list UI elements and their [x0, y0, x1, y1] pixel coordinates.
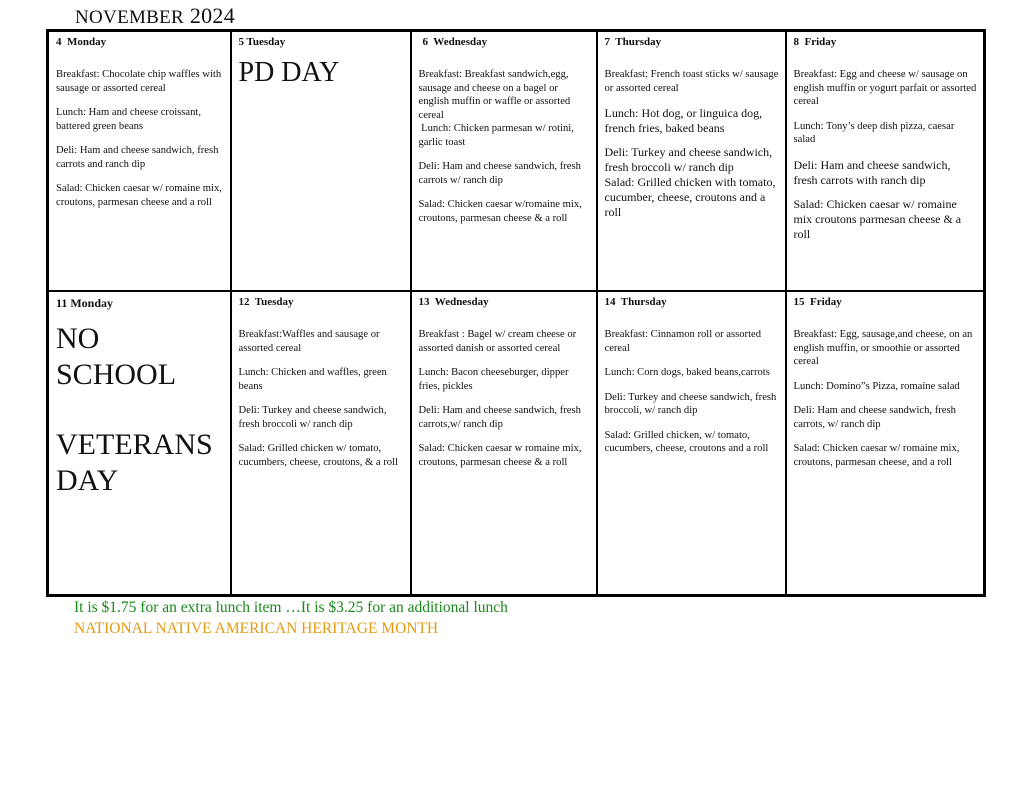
day-heading: 4 Monday	[56, 36, 107, 48]
lunch-text: Lunch: Chicken and waffles, green beans	[238, 367, 387, 392]
salad-text: Salad: Chicken caesar w romaine mix, croutons, parmesan cheese & a roll	[418, 443, 582, 468]
day-cell-nov-14	[597, 291, 786, 596]
no-school-line-1: NO	[56, 322, 100, 355]
day-cell-nov-7	[597, 31, 786, 292]
day-cell-nov-12	[231, 291, 411, 596]
deli-text: Deli: Ham and cheese sandwich, fresh carrots and ranch dip	[56, 145, 219, 170]
day-cell-nov-15	[786, 291, 985, 596]
salad-text: Salad: Chicken caesar w/romaine mix, croutons, parmesan cheese & a roll	[418, 199, 582, 224]
menu-calendar	[46, 29, 986, 597]
day-heading: 7 Thursday	[604, 36, 662, 48]
salad-text: Salad: Grilled chicken with tomato, cucumber, cheese, croutons and a roll	[604, 175, 776, 219]
lunch-text: Lunch: Bacon cheeseburger, dipper fries, pickles	[418, 367, 569, 392]
day-heading: 11 Monday	[56, 296, 114, 310]
day-heading: 12 Tuesday	[238, 296, 294, 308]
salad-text: Salad: Chicken caesar w/ romaine mix croutons parmesan cheese & a roll	[793, 196, 962, 241]
deli-text: Deli: Ham and cheese sandwich, fresh carrots w/ ranch dip	[418, 161, 581, 186]
deli-text: Deli: Ham and cheese sandwich, fresh carrots with ranch dip	[793, 157, 951, 187]
breakfast-text: Breakfast: Egg and cheese w/ sausage on english muffin or yogurt parfait or assorted cereal	[793, 69, 977, 107]
pd-day-notice: PD DAY	[238, 57, 340, 88]
lunch-text: Lunch: Chicken parmesan w/ rotini, garlic toast	[418, 123, 577, 148]
calendar-title	[75, 3, 235, 29]
day-heading: 5 Tuesday	[238, 36, 286, 48]
day-cell-nov-8	[786, 31, 985, 292]
day-heading: 14 Thursday	[604, 296, 667, 308]
veterans-day-line-2: DAY	[56, 464, 119, 497]
week-row-2	[48, 291, 985, 596]
day-cell-nov-11	[48, 291, 231, 596]
breakfast-text: Breakfast: French toast sticks w/ sausage or assorted cereal	[604, 69, 779, 94]
salad-text: Salad: Chicken caesar w/ romaine mix, croutons, parmesan cheese, and a roll	[793, 443, 960, 468]
lunch-price-note: It is $1.75 for an extra lunch item …It is $3.25 for an additional lunch	[74, 599, 508, 616]
breakfast-text: Breakfast : Bagel w/ cream cheese or assorted danish or assorted cereal	[418, 329, 577, 354]
deli-text: Deli: Ham and cheese sandwich, fresh carrots,w/ ranch dip	[418, 405, 581, 430]
week-row-1	[48, 31, 985, 292]
salad-text: Salad: Grilled chicken, w/ tomato, cucumbers, cheese, croutons and a roll	[604, 429, 769, 454]
day-heading: 13 Wednesday	[418, 296, 489, 308]
heritage-month-note: NATIONAL NATIVE AMERICAN HERITAGE MONTH	[74, 620, 439, 637]
title-year: 2024	[189, 3, 236, 28]
lunch-text: Lunch: Domino”s Pizza, romaine salad	[793, 380, 960, 392]
day-cell-nov-13	[411, 291, 597, 596]
breakfast-text: Breakfast:Waffles and sausage or assorted cereal	[238, 329, 380, 354]
deli-text: Deli: Turkey and cheese sandwich, fresh broccoli w/ ranch dip	[604, 145, 773, 174]
lunch-text: Lunch: Corn dogs, baked beans,carrots	[604, 367, 770, 378]
lunch-text: Lunch: Hot dog, or linguica dog, french fries, baked beans	[604, 106, 763, 135]
day-heading: 15 Friday	[793, 296, 842, 308]
salad-text: Salad: Chicken caesar w/ romaine mix, croutons, parmesan cheese and a roll	[56, 183, 222, 208]
breakfast-text: Breakfast: Egg, sausage,and cheese, on an english muffin, or smoothie or assorted cereal	[793, 329, 973, 367]
day-cell-nov-6	[411, 31, 597, 292]
breakfast-text: Breakfast: Breakfast sandwich,egg, sausage and cheese on a bagel or english muffin or waffle or assorted cereal	[418, 69, 571, 121]
deli-text: Deli: Turkey and cheese sandwich, fresh broccoli, w/ ranch dip	[604, 391, 777, 416]
lunch-text: Lunch: Ham and cheese croissant, battered green beans	[56, 107, 202, 132]
no-school-line-2: SCHOOL	[56, 358, 177, 391]
day-heading: 6 Wednesday	[422, 36, 488, 48]
lunch-text: Lunch: Tony’s deep dish pizza, caesar salad	[793, 120, 955, 145]
title-month: NOVEMBER	[75, 7, 185, 28]
salad-text: Salad: Grilled chicken w/ tomato, cucumbers, cheese, croutons, & a roll	[238, 443, 398, 468]
veterans-day-line-1: VETERANS	[56, 428, 213, 461]
breakfast-text: Breakfast: Chocolate chip waffles with sausage or assorted cereal	[56, 69, 222, 94]
deli-text: Deli: Ham and cheese sandwich, fresh carrots, w/ ranch dip	[793, 405, 956, 430]
day-cell-nov-4	[48, 31, 231, 292]
breakfast-text: Breakfast: Cinnamon roll or assorted cereal	[604, 329, 762, 354]
day-heading: 8 Friday	[793, 36, 837, 48]
deli-text: Deli: Turkey and cheese sandwich, fresh broccoli w/ ranch dip	[238, 405, 387, 430]
day-cell-nov-5	[231, 31, 411, 292]
